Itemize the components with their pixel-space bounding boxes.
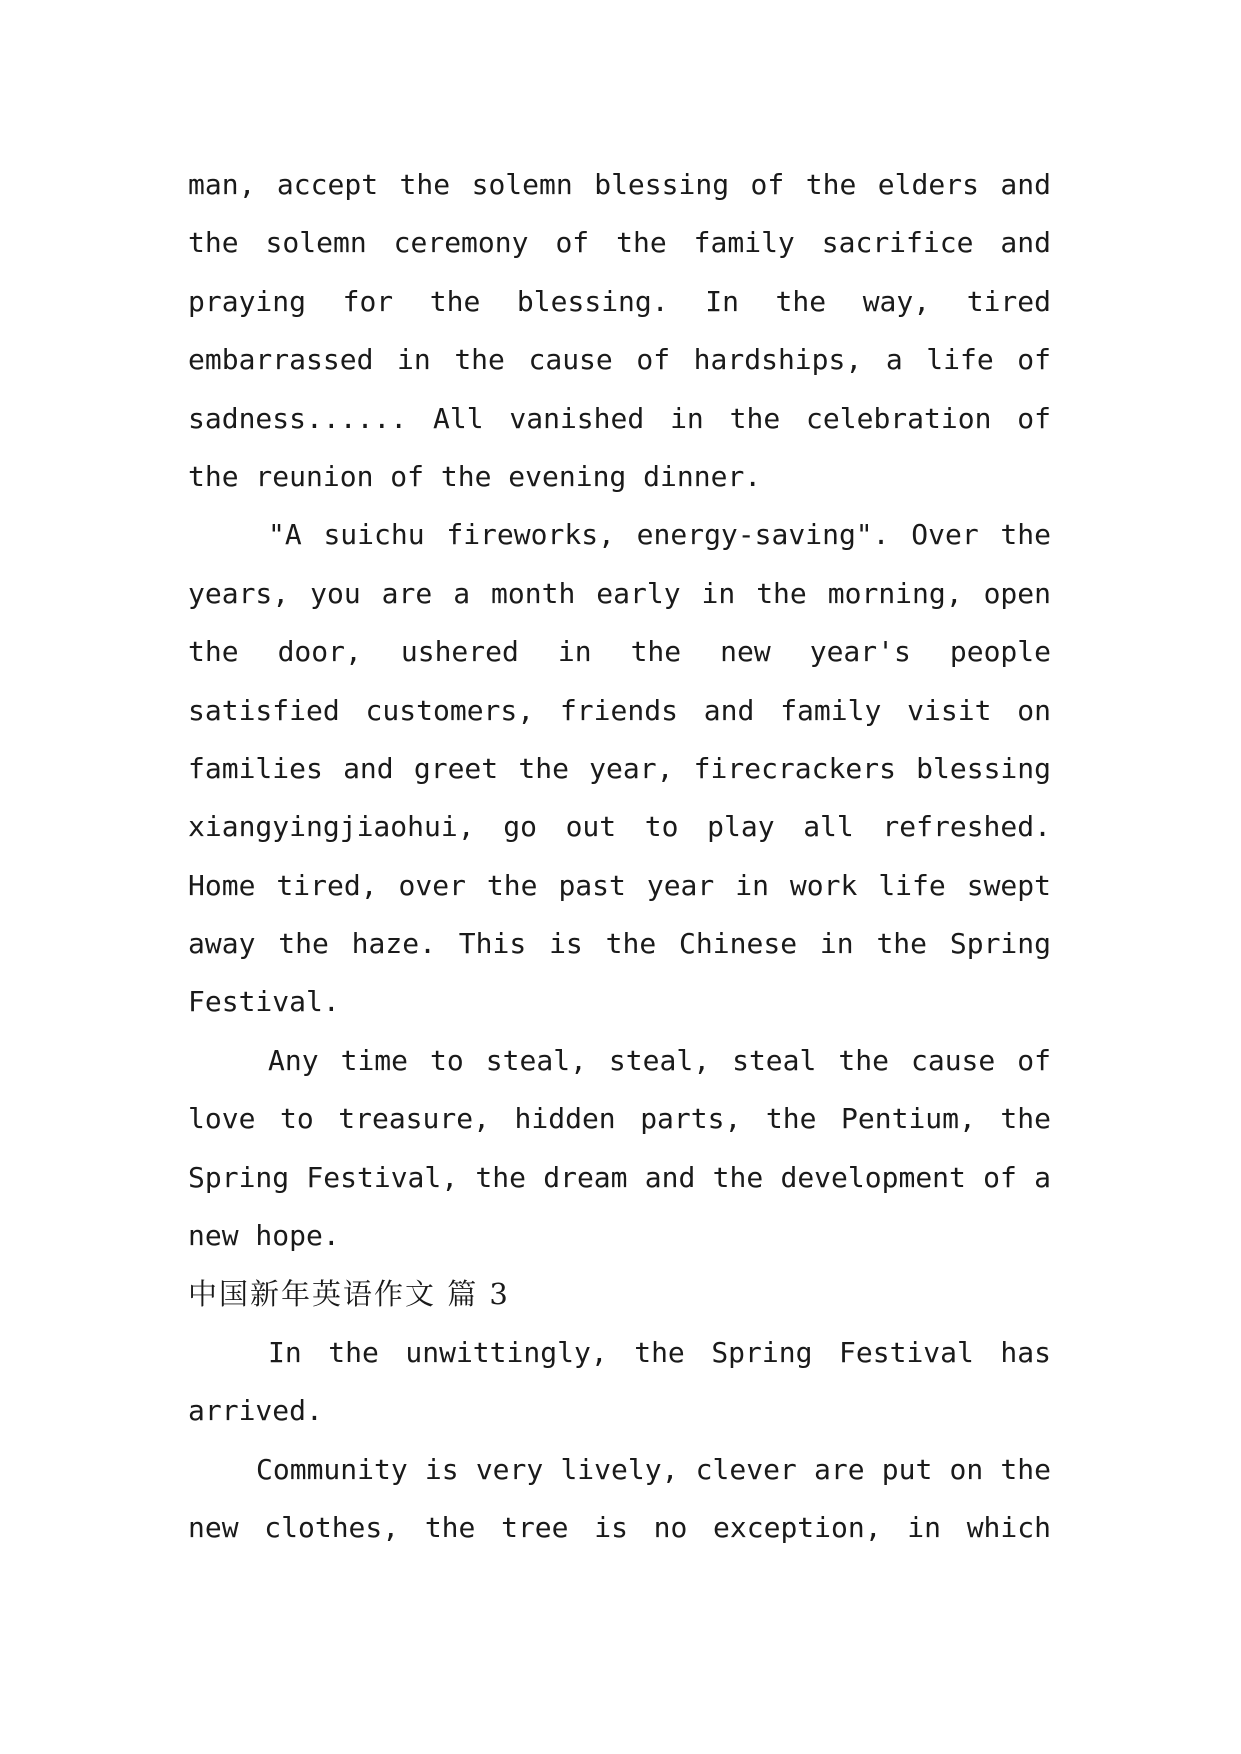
paragraph [188,506,1051,1032]
text-line: embarrassed in the cause of hardships, a life of [188,343,1051,377]
text-line: the reunion of the evening dinner. [188,459,762,493]
paragraph [188,1032,1051,1266]
text-line: Spring Festival, the dream and the development of a [188,1160,1051,1194]
text-line: love to treasure, hidden parts, the Pentium, the [188,1102,1051,1136]
text-line: satisfied customers, friends and family visit on [188,693,1051,727]
text-line: the solemn ceremony of the family sacrifice and [188,226,1051,260]
text-line: years, you are a month early in the morning, open [188,576,1051,610]
text-line: xiangyingjiaohui, go out to play all refreshed. [188,810,1051,844]
text-line: Home tired, over the past year in work life swept [188,868,1051,902]
section-heading: 中国新年英语作文 篇 3 [188,1277,510,1312]
text-line: families and greet the year, firecrackers blessing [188,751,1051,785]
paragraph [188,1324,1051,1441]
text-line: new clothes, the tree is no exception, in which [188,1510,1051,1544]
text-line: praying for the blessing. In the way, tired [188,284,1051,318]
text-line: away the haze. This is the Chinese in the Spring [188,927,1051,961]
text-line: man, accept the solemn blessing of the elders and [188,168,1051,201]
document-body [188,156,1051,1557]
text-line: arrived. [188,1394,323,1428]
text-line: "A suichu fireworks, energy-saving". Over the [268,518,1051,552]
paragraph [188,156,1051,506]
text-line: Festival. [188,985,340,1019]
text-line: Any time to steal, steal, steal the cause of [268,1043,1051,1077]
text-line: the door, ushered in the new year's people [188,635,1051,669]
text-line: Community is very lively, clever are put on the [256,1452,1051,1486]
text-line: sadness...... All vanished in the celebration of [188,401,1051,435]
text-line: new hope. [188,1219,340,1253]
paragraph [188,1441,1051,1558]
text-line: In the unwittingly, the Spring Festival has [268,1335,1051,1369]
